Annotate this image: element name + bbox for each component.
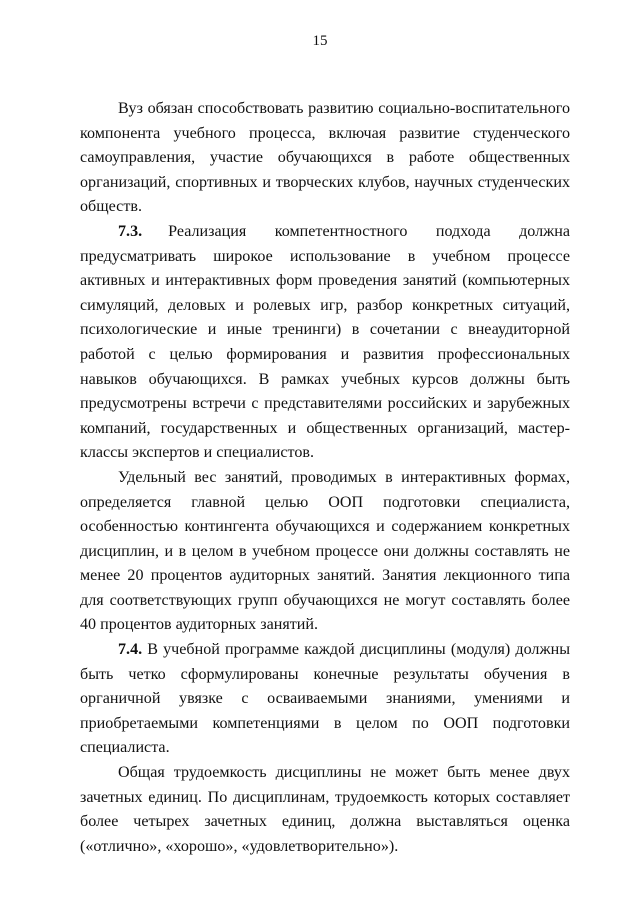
paragraph: [80, 638, 570, 761]
paragraph-text: Реализация компетентностного подхода должна предусматривать широкое использование в учебном процессе активных и интерактивных форм проведения занятий (компьютерных симуляций, деловых и ролевых игр, разбор конкретных ситуаций, психологические и иные тренинги) в сочетании с внеаудиторной работой с целью формирования и развития профессиональных навыков обучающихся. В рамках учебных курсов должны быть предусмотрены встречи с представителями российских и зарубежных компаний, государственных и общественных организаций, мастер-классы экспертов и специалистов.: [80, 222, 570, 462]
paragraph: [80, 761, 570, 859]
body-text: [80, 97, 570, 859]
paragraph: [80, 466, 570, 638]
paragraph-text: В учебной программе каждой дисциплины (модуля) должны быть четко сформулированы конечные результаты обучения в органичной увязке с осваиваемыми знаниями, умениями и приобретаемыми компетенциями в целом по ООП подготовки специалиста.: [80, 641, 571, 757]
section-number: 7.3.: [118, 222, 143, 240]
paragraph-text: Удельный вес занятий, проводимых в интерактивных формах, определяется главной целью ООП подготовки специалиста, особенностью контингента обучающихся и содержанием конкретных дисциплин, и в целом в учебном процессе они должны составлять не менее 20 процентов аудиторных занятий. Занятия лекционного типа для соответствующих групп обучающихся не могут составлять более 40 процентов аудиторных занятий.: [80, 468, 570, 634]
paragraph-text: Вуз обязан способствовать развитию социально-воспитательного компонента учебного процесса, включая развитие студенческого самоуправления, участие обучающихся в работе общественных организаций, спортивных и творческих клубов, научных студенческих обществ.: [80, 100, 570, 216]
paragraph-text: Общая трудоемкость дисциплины не может быть менее двух зачетных единиц. По дисциплинам, трудоемкость которых составляет более четырех зачетных единиц, должна выставляться оценка («отлично», «хорошо», «удовлетворительно»).: [80, 764, 570, 855]
section-number: 7.4.: [118, 641, 143, 659]
paragraph: [80, 220, 570, 466]
paragraph: [80, 97, 570, 220]
page-number: 15: [312, 33, 328, 49]
